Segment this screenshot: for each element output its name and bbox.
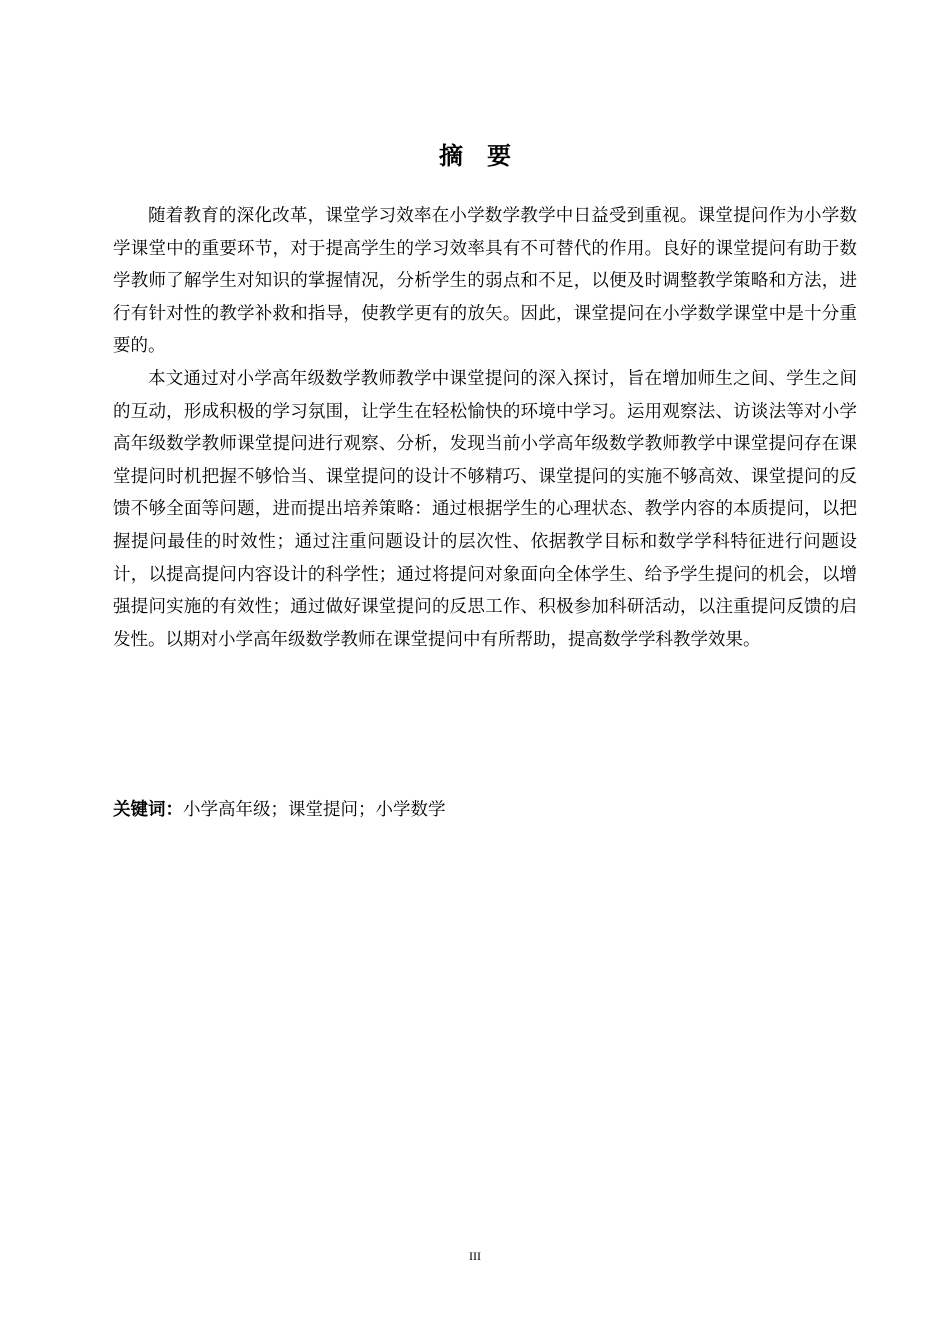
keywords-text: 小学高年级；课堂提问；小学数学 [183, 800, 446, 820]
keywords-label: 关键词： [113, 800, 183, 820]
abstract-paragraph-2: 本文通过对小学高年级数学教师教学中课堂提问的深入探讨，旨在增加师生之间、学生之间的互动，形成积极的学习氛围，让学生在轻松愉快的环境中学习。运用观察法、访谈法等对小学高年级数学教师课堂提问进行观察、分析，发现当前小学高年级数学教师教学中课堂提问存在课堂提问时机把握不够恰当、课堂提问的设计不够精巧、课堂提问的实施不够高效、课堂提问的反馈不够全面等问题，进而提出培养策略：通过根据学生的心理状态、教学内容的本质提问，以把握提问最佳的时效性；通过注重问题设计的层次性、依据教学目标和数学学科特征进行问题设计，以提高提问内容设计的科学性；通过将提问对象面向全体学生、给予学生提问的机会，以增强提问实施的有效性；通过做好课堂提问的反思工作、积极参加科研活动，以注重提问反馈的启发性。以期对小学高年级数学教师在课堂提问中有所帮助，提高数学学科教学效果。 [113, 368, 857, 650]
abstract-body [113, 200, 857, 656]
keywords-line [113, 794, 446, 826]
page-number: III [469, 1249, 481, 1263]
abstract-paragraph-1: 随着教育的深化改革，课堂学习效率在小学数学教学中日益受到重视。课堂提问作为小学数学课堂中的重要环节，对于提高学生的学习效率具有不可替代的作用。良好的课堂提问有助于数学教师了解学生对知识的掌握情况，分析学生的弱点和不足，以便及时调整教学策略和方法，进行有针对性的教学补救和指导，使教学更有的放矢。因此，课堂提问在小学数学课堂中是十分重要的。 [113, 206, 857, 357]
abstract-title-char-2: 要 [487, 142, 511, 171]
abstract-title-char-1: 摘 [439, 142, 463, 171]
abstract-title [0, 138, 950, 174]
